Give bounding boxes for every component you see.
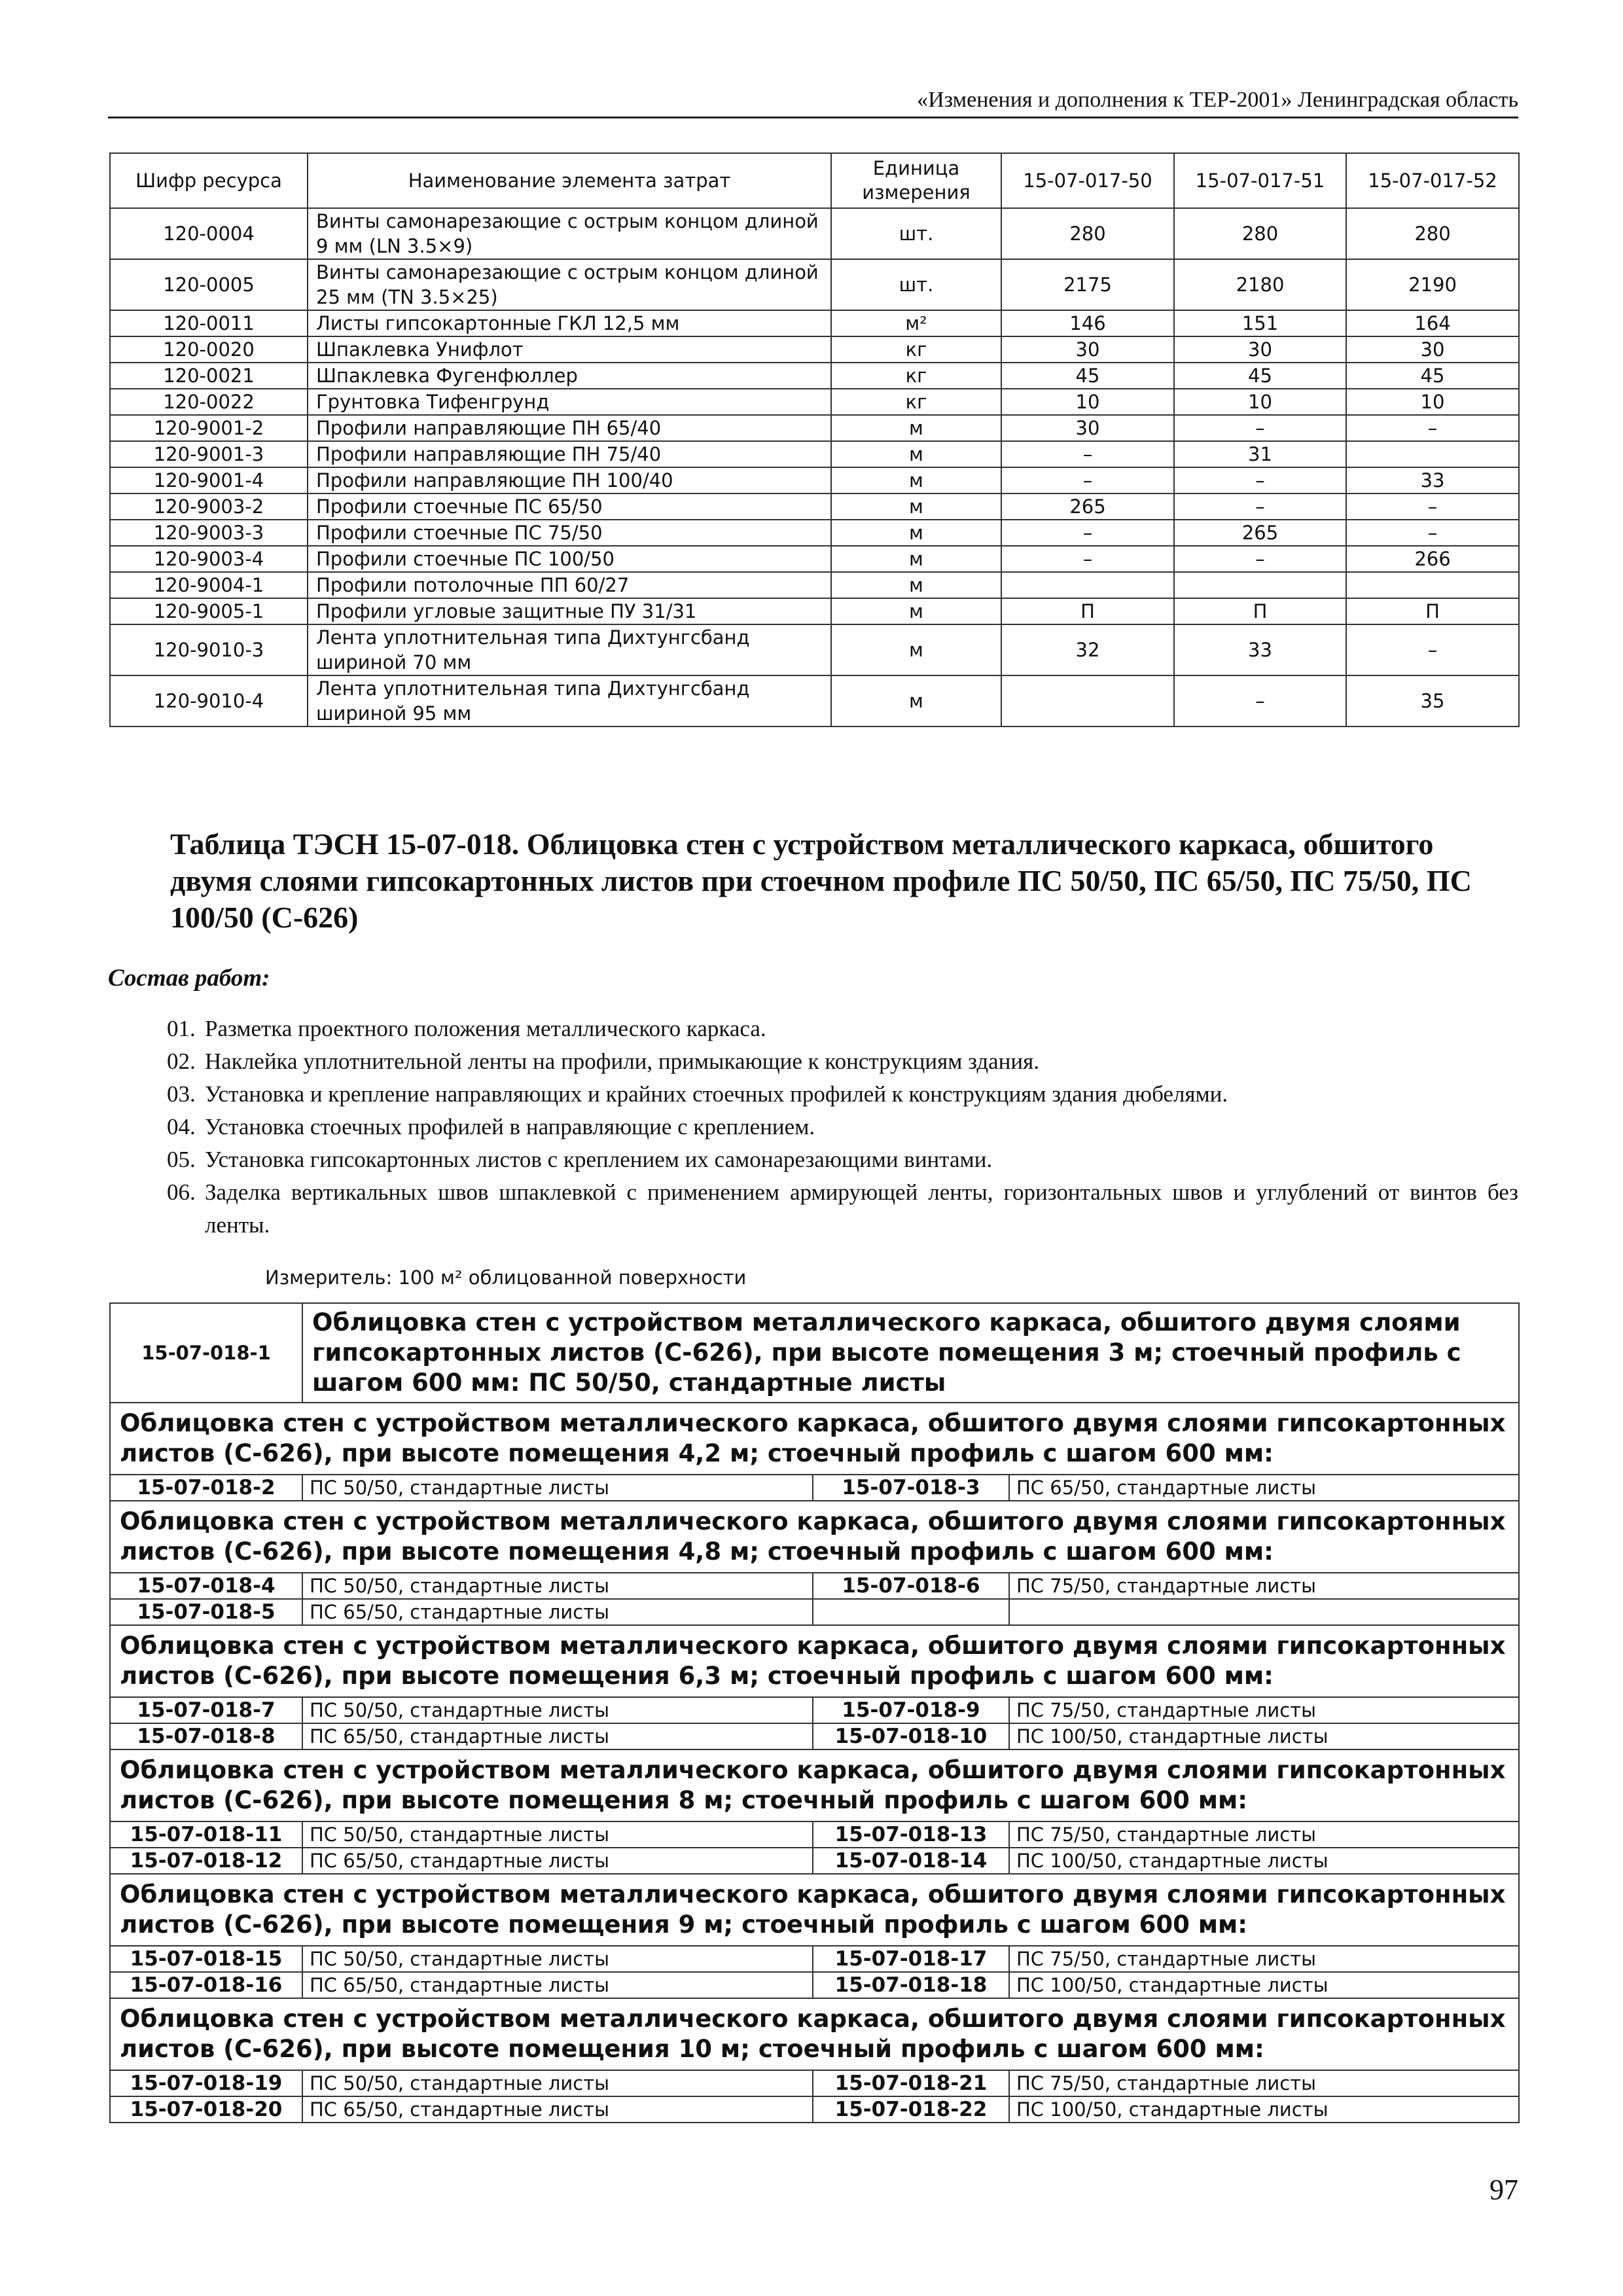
table-cell: – [1174, 467, 1346, 493]
norm-description: ПС 65/50, стандартные листы [302, 1599, 813, 1625]
table-cell: м [831, 675, 1001, 726]
norm-code: 15-07-018-11 [110, 1821, 302, 1848]
norm-code: 15-07-018-5 [110, 1599, 302, 1625]
norm-code [813, 1599, 1009, 1625]
norm-title: Облицовка стен с устройством металлического каркаса, обшитого двумя слоями гипсокартонных листов (С-626), при высоте помещения 3 м; стоечный профиль с шагом 600 мм: ПС 50/50, стандартные листы [302, 1303, 1519, 1403]
table-row [110, 1573, 1519, 1599]
norm-code: 15-07-018-4 [110, 1573, 302, 1599]
table-cell [1001, 572, 1174, 598]
resource-header-cell: 15-07-017-50 [1001, 153, 1174, 208]
norm-description: ПС 65/50, стандартные листы [302, 2096, 813, 2123]
norm-code: 15-07-018-15 [110, 1946, 302, 1972]
norm-code: 15-07-018-2 [110, 1475, 302, 1501]
norm-description: ПС 65/50, стандартные листы [302, 1848, 813, 1874]
norm-code: 15-07-018-7 [110, 1697, 302, 1723]
table-cell: – [1001, 546, 1174, 572]
norm-description: ПС 75/50, стандартные листы [1009, 1946, 1519, 1972]
table-cell: м² [831, 310, 1001, 336]
list-item-number: 04. [167, 1114, 196, 1139]
table-cell: 120-9001-4 [110, 467, 308, 493]
norm-description: ПС 50/50, стандартные листы [302, 2070, 813, 2096]
norm-group-row [110, 1998, 1519, 2070]
norm-code: 15-07-018-1 [110, 1303, 302, 1403]
table-cell: 120-9010-4 [110, 675, 308, 726]
table-cell: 10 [1346, 389, 1519, 415]
table-cell: Лента уплотнительная типа Дихтунгсбанд шириной 70 мм [308, 624, 831, 675]
norm-group-row [110, 1501, 1519, 1573]
norm-description: ПС 100/50, стандартные листы [1009, 1972, 1519, 1998]
table-row [110, 1972, 1519, 1998]
list-item [167, 1078, 1518, 1111]
table-cell: Профили потолочные ПП 60/27 [308, 572, 831, 598]
norm-code: 15-07-018-18 [813, 1972, 1009, 1998]
table-cell: 45 [1174, 363, 1346, 389]
running-header-text: «Изменения и дополнения к ТЕР-2001» Ленинградская область [917, 88, 1518, 112]
table-row [110, 310, 1519, 336]
norm-group-title: Облицовка стен с устройством металлического каркаса, обшитого двумя слоями гипсокартонных листов (С-626), при высоте помещения 8 м; стоечный профиль с шагом 600 мм: [110, 1749, 1519, 1821]
table-row [110, 2070, 1519, 2096]
norm-description [1009, 1599, 1519, 1625]
table-cell: Грунтовка Тифенгрунд [308, 389, 831, 415]
section-title: Таблица ТЭСН 15-07-018. Облицовка стен с устройством металлического каркаса, обшитого двумя слоями гипсокартонных листов при стоечном профиле ПС 50/50, ПС 65/50, ПС 75/50, ПС 100/50 (С-626) [170, 827, 1472, 934]
meter-note: Измеритель: 100 м² облицованной поверхности [265, 1266, 747, 1289]
table-cell: 30 [1346, 336, 1519, 363]
table-cell: 31 [1174, 441, 1346, 467]
table-cell: 120-0005 [110, 259, 308, 310]
norm-code: 15-07-018-14 [813, 1848, 1009, 1874]
table-cell: 120-9010-3 [110, 624, 308, 675]
norm-code: 15-07-018-12 [110, 1848, 302, 1874]
table-cell: 45 [1001, 363, 1174, 389]
table-cell: 120-9001-3 [110, 441, 308, 467]
norm-code: 15-07-018-16 [110, 1972, 302, 1998]
norm-description: ПС 50/50, стандартные листы [302, 1821, 813, 1848]
table-cell: 280 [1174, 208, 1346, 259]
table-cell: 30 [1174, 336, 1346, 363]
table-cell [1001, 675, 1174, 726]
norm-group-title: Облицовка стен с устройством металлического каркаса, обшитого двумя слоями гипсокартонных листов (С-626), при высоте помещения 6,3 м; стоечный профиль с шагом 600 мм: [110, 1625, 1519, 1697]
table-row [110, 598, 1519, 624]
table-cell: м [831, 572, 1001, 598]
table-cell: – [1174, 546, 1346, 572]
table-row [110, 1599, 1519, 1625]
table-cell: – [1001, 520, 1174, 546]
resource-table [109, 152, 1520, 727]
norm-description: ПС 100/50, стандартные листы [1009, 1848, 1519, 1874]
table-cell: 2190 [1346, 259, 1519, 310]
norm-code: 15-07-018-19 [110, 2070, 302, 2096]
table-row [110, 546, 1519, 572]
norm-code: 15-07-018-3 [813, 1475, 1009, 1501]
list-item-text: Наклейка уплотнительной ленты на профили, примыкающие к конструкциям здания. [205, 1049, 1039, 1074]
table-row [110, 1848, 1519, 1874]
list-item-text: Разметка проектного положения металлического каркаса. [205, 1016, 766, 1041]
table-row [110, 441, 1519, 467]
table-cell: Профили направляющие ПН 65/40 [308, 415, 831, 441]
norm-description: ПС 75/50, стандартные листы [1009, 1697, 1519, 1723]
table-row [110, 1821, 1519, 1848]
table-cell: шт. [831, 259, 1001, 310]
table-cell: м [831, 467, 1001, 493]
norm-description: ПС 50/50, стандартные листы [302, 1697, 813, 1723]
works-list [167, 1013, 1518, 1242]
norm-description: ПС 75/50, стандартные листы [1009, 1573, 1519, 1599]
table-cell: 265 [1174, 520, 1346, 546]
norm-code: 15-07-018-17 [813, 1946, 1009, 1972]
norm-group-row [110, 1749, 1519, 1821]
works-heading: Состав работ: [108, 965, 270, 992]
norm-description: ПС 100/50, стандартные листы [1009, 1723, 1519, 1749]
table-cell: Профили стоечные ПС 75/50 [308, 520, 831, 546]
norm-description: ПС 50/50, стандартные листы [302, 1946, 813, 1972]
resource-header-cell: Наименование элемента затрат [308, 153, 831, 208]
table-cell: – [1346, 520, 1519, 546]
norm-description: ПС 50/50, стандартные листы [302, 1573, 813, 1599]
table-row [110, 572, 1519, 598]
page-number: 97 [1489, 2174, 1518, 2206]
table-cell: 120-0022 [110, 389, 308, 415]
table-row [110, 520, 1519, 546]
table-cell [1174, 572, 1346, 598]
table-cell: – [1174, 493, 1346, 520]
list-item [167, 1176, 1518, 1242]
norm-description: ПС 65/50, стандартные листы [302, 1972, 813, 1998]
norm-group-row [110, 1874, 1519, 1946]
table-cell: м [831, 520, 1001, 546]
norms-table [109, 1302, 1520, 2123]
table-cell: 120-9004-1 [110, 572, 308, 598]
list-item [167, 1045, 1518, 1078]
table-cell [1346, 572, 1519, 598]
table-cell: – [1346, 415, 1519, 441]
norm-group-title: Облицовка стен с устройством металлического каркаса, обшитого двумя слоями гипсокартонных листов (С-626), при высоте помещения 4,2 м; стоечный профиль с шагом 600 мм: [110, 1403, 1519, 1475]
table-row [110, 415, 1519, 441]
table-cell: 120-0004 [110, 208, 308, 259]
table-cell: – [1001, 441, 1174, 467]
table-cell: П [1174, 598, 1346, 624]
table-cell: Лента уплотнительная типа Дихтунгсбанд шириной 95 мм [308, 675, 831, 726]
list-item [167, 1111, 1518, 1143]
table-cell: 265 [1001, 493, 1174, 520]
resource-table-head [110, 153, 1519, 208]
table-cell: – [1346, 493, 1519, 520]
table-cell: 151 [1174, 310, 1346, 336]
table-row [110, 1723, 1519, 1749]
norm-description: ПС 75/50, стандартные листы [1009, 1821, 1519, 1848]
list-item-text: Установка стоечных профилей в направляющие с креплением. [205, 1114, 815, 1139]
table-row [110, 336, 1519, 363]
table-cell: 10 [1001, 389, 1174, 415]
table-cell: П [1346, 598, 1519, 624]
table-cell: Профили стоечные ПС 65/50 [308, 493, 831, 520]
list-item-number: 01. [167, 1016, 196, 1041]
norm-code: 15-07-018-6 [813, 1573, 1009, 1599]
list-item-text: Установка гипсокартонных листов с креплением их самонарезающими винтами. [205, 1147, 993, 1172]
table-cell: Шпаклевка Унифлот [308, 336, 831, 363]
table-cell: 280 [1001, 208, 1174, 259]
norm-first-row [110, 1303, 1519, 1403]
list-item-number: 03. [167, 1081, 196, 1107]
table-cell: кг [831, 336, 1001, 363]
table-cell: 146 [1001, 310, 1174, 336]
table-cell: Профили направляющие ПН 75/40 [308, 441, 831, 467]
resource-header-cell: 15-07-017-52 [1346, 153, 1519, 208]
table-cell: – [1174, 675, 1346, 726]
resource-header-cell: 15-07-017-51 [1174, 153, 1346, 208]
norms-table-body [110, 1303, 1519, 2123]
table-cell: 10 [1174, 389, 1346, 415]
table-cell: м [831, 598, 1001, 624]
norm-group-title: Облицовка стен с устройством металлического каркаса, обшитого двумя слоями гипсокартонных листов (С-626), при высоте помещения 9 м; стоечный профиль с шагом 600 мм: [110, 1874, 1519, 1946]
table-cell: 120-9003-2 [110, 493, 308, 520]
norm-group-title: Облицовка стен с устройством металлического каркаса, обшитого двумя слоями гипсокартонных листов (С-626), при высоте помещения 10 м; стоечный профиль с шагом 600 мм: [110, 1998, 1519, 2070]
table-row [110, 1697, 1519, 1723]
table-cell: 120-0011 [110, 310, 308, 336]
table-cell: м [831, 415, 1001, 441]
list-item-text: Установка и крепление направляющих и крайних стоечных профилей к конструкциям здания дюбелями. [205, 1081, 1228, 1107]
table-cell: 120-9003-4 [110, 546, 308, 572]
norm-description: ПС 65/50, стандартные листы [1009, 1475, 1519, 1501]
norm-group-row [110, 1403, 1519, 1475]
table-cell: 120-0020 [110, 336, 308, 363]
norm-code: 15-07-018-10 [813, 1723, 1009, 1749]
table-cell: 30 [1001, 336, 1174, 363]
norm-description: ПС 75/50, стандартные листы [1009, 2070, 1519, 2096]
table-cell: 2180 [1174, 259, 1346, 310]
table-cell: 35 [1346, 675, 1519, 726]
table-cell: Листы гипсокартонные ГКЛ 12,5 мм [308, 310, 831, 336]
table-cell: – [1174, 415, 1346, 441]
table-cell: Винты самонарезающие с острым концом длиной 9 мм (LN 3.5×9) [308, 208, 831, 259]
table-cell: 33 [1174, 624, 1346, 675]
table-cell: 120-9001-2 [110, 415, 308, 441]
resource-table-header-row [110, 153, 1519, 208]
list-item [167, 1143, 1518, 1176]
table-row [110, 1475, 1519, 1501]
table-cell [1346, 441, 1519, 467]
table-row [110, 467, 1519, 493]
table-row [110, 1946, 1519, 1972]
table-row [110, 363, 1519, 389]
table-cell: 164 [1346, 310, 1519, 336]
norm-code: 15-07-018-8 [110, 1723, 302, 1749]
table-cell: – [1346, 624, 1519, 675]
table-cell: 120-0021 [110, 363, 308, 389]
resource-header-cell: Единица измерения [831, 153, 1001, 208]
list-item-text: Заделка вертикальных швов шпаклевкой с применением армирующей ленты, горизонтальных швов и углублений от винтов без ленты. [205, 1179, 1518, 1238]
table-row [110, 259, 1519, 310]
list-item-number: 06. [167, 1179, 196, 1205]
table-cell: Профили направляющие ПН 100/40 [308, 467, 831, 493]
table-cell: 33 [1346, 467, 1519, 493]
table-row [110, 208, 1519, 259]
table-cell: м [831, 546, 1001, 572]
table-cell: 280 [1346, 208, 1519, 259]
running-header [108, 86, 1518, 118]
table-cell: м [831, 493, 1001, 520]
list-item-number: 02. [167, 1049, 196, 1074]
table-row [110, 675, 1519, 726]
norm-code: 15-07-018-22 [813, 2096, 1009, 2123]
table-cell: 266 [1346, 546, 1519, 572]
table-cell: П [1001, 598, 1174, 624]
table-cell: кг [831, 363, 1001, 389]
norm-code: 15-07-018-9 [813, 1697, 1009, 1723]
table-cell: Шпаклевка Фугенфюллер [308, 363, 831, 389]
list-item-number: 05. [167, 1147, 196, 1172]
norm-code: 15-07-018-21 [813, 2070, 1009, 2096]
norm-description: ПС 65/50, стандартные листы [302, 1723, 813, 1749]
table-cell: Профили угловые защитные ПУ 31/31 [308, 598, 831, 624]
table-cell: м [831, 441, 1001, 467]
table-cell: 2175 [1001, 259, 1174, 310]
table-cell: 120-9003-3 [110, 520, 308, 546]
norm-code: 15-07-018-20 [110, 2096, 302, 2123]
table-row [110, 389, 1519, 415]
norm-code: 15-07-018-13 [813, 1821, 1009, 1848]
table-cell: Винты самонарезающие с острым концом длиной 25 мм (TN 3.5×25) [308, 259, 831, 310]
table-cell: шт. [831, 208, 1001, 259]
table-cell: 120-9005-1 [110, 598, 308, 624]
table-cell: кг [831, 389, 1001, 415]
resource-header-cell: Шифр ресурса [110, 153, 308, 208]
table-cell: Профили стоечные ПС 100/50 [308, 546, 831, 572]
norm-description: ПС 50/50, стандартные листы [302, 1475, 813, 1501]
table-row [110, 2096, 1519, 2123]
table-cell: 30 [1001, 415, 1174, 441]
norm-group-row [110, 1625, 1519, 1697]
norm-group-title: Облицовка стен с устройством металлического каркаса, обшитого двумя слоями гипсокартонных листов (С-626), при высоте помещения 4,8 м; стоечный профиль с шагом 600 мм: [110, 1501, 1519, 1573]
table-cell: м [831, 624, 1001, 675]
norm-description: ПС 100/50, стандартные листы [1009, 2096, 1519, 2123]
list-item [167, 1013, 1518, 1045]
table-row [110, 493, 1519, 520]
table-row [110, 624, 1519, 675]
table-cell: – [1001, 467, 1174, 493]
table-cell: 32 [1001, 624, 1174, 675]
table-cell: 45 [1346, 363, 1519, 389]
resource-table-body [110, 208, 1519, 726]
